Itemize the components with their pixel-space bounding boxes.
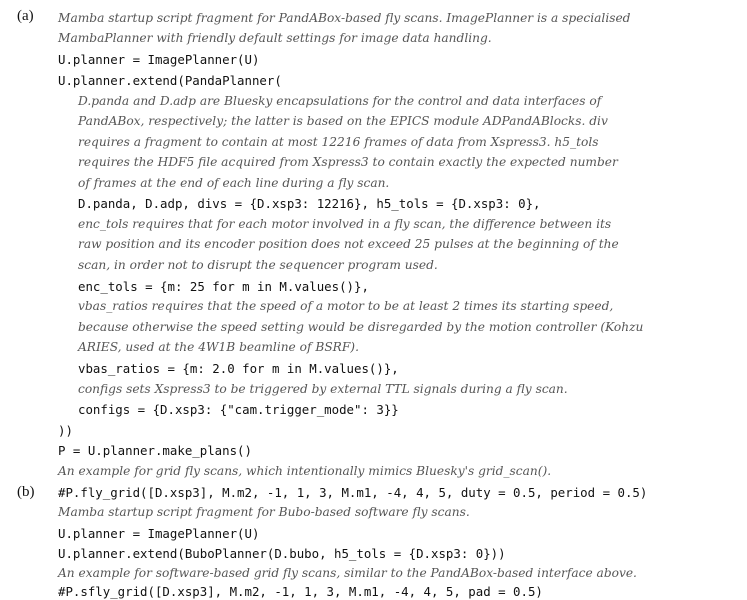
code-line: U.planner.extend(BuboPlanner(D.bubo, h5_tols = {D.xsp3: 0})) <box>58 546 506 561</box>
comment-line: raw position and its encoder position does not exceed 25 pulses at the beginning of the <box>78 237 619 251</box>
comment-line: MambaPlanner with friendly default settings for image data handling. <box>58 31 492 45</box>
code-line: U.planner.extend(PandaPlanner( <box>58 73 282 88</box>
panel-label-b: (b) <box>17 484 35 500</box>
code-line: )) <box>58 423 73 438</box>
comment-line: requires a fragment to contain at most 12216 frames of data from Xspress3. h5_tols <box>78 135 599 149</box>
panel-label-a: (a) <box>17 8 34 24</box>
comment-line: scan, in order not to disrupt the sequencer program used. <box>78 258 438 272</box>
comment-line: vbas_ratios requires that the speed of a motor to be at least 2 times its starting speed, <box>78 299 614 313</box>
comment-line: configs sets Xspress3 to be triggered by external TTL signals during a fly scan. <box>78 382 568 396</box>
comment-line: PandABox, respectively; the latter is based on the EPICS module ADPandABlocks. div <box>78 114 608 128</box>
code-line: D.panda, D.adp, divs = {D.xsp3: 12216}, h5_tols = {D.xsp3: 0}, <box>78 196 541 211</box>
comment-line: because otherwise the speed setting would be disregarded by the motion controller (Kohzu <box>78 320 644 334</box>
comment-line: An example for software-based grid fly scans, similar to the PandABox-based interface above. <box>58 566 637 580</box>
comment-line: Mamba startup script fragment for Bubo-based software fly scans. <box>58 505 470 519</box>
comment-line: requires the HDF5 file acquired from Xspress3 to contain exactly the expected number <box>78 155 618 169</box>
code-line: P = U.planner.make_plans() <box>58 443 252 458</box>
comment-line: An example for grid fly scans, which intentionally mimics Bluesky's grid_scan(). <box>58 464 552 478</box>
code-line: U.planner = ImagePlanner(U) <box>58 52 260 67</box>
code-line: #P.sfly_grid([D.xsp3], M.m2, -1, 1, 3, M.m1, -4, 4, 5, pad = 0.5) <box>58 584 543 599</box>
comment-line: Mamba startup script fragment for PandABox-based fly scans. ImagePlanner is a specialised <box>58 11 631 25</box>
comment-line: enc_tols requires that for each motor involved in a fly scan, the difference between its <box>78 217 612 231</box>
code-line: enc_tols = {m: 25 for m in M.values()}, <box>78 279 369 294</box>
code-line: vbas_ratios = {m: 2.0 for m in M.values()}, <box>78 361 399 376</box>
code-line: configs = {D.xsp3: {"cam.trigger_mode": 3}} <box>78 402 399 417</box>
code-line: U.planner = ImagePlanner(U) <box>58 526 260 541</box>
comment-line: D.panda and D.adp are Bluesky encapsulations for the control and data interfaces of <box>78 94 602 108</box>
code-line: #P.fly_grid([D.xsp3], M.m2, -1, 1, 3, M.m1, -4, 4, 5, duty = 0.5, period = 0.5) <box>58 485 648 500</box>
comment-line: ARIES, used at the 4W1B beamline of BSRF). <box>78 340 359 354</box>
comment-line: of frames at the end of each line during a fly scan. <box>78 176 390 190</box>
